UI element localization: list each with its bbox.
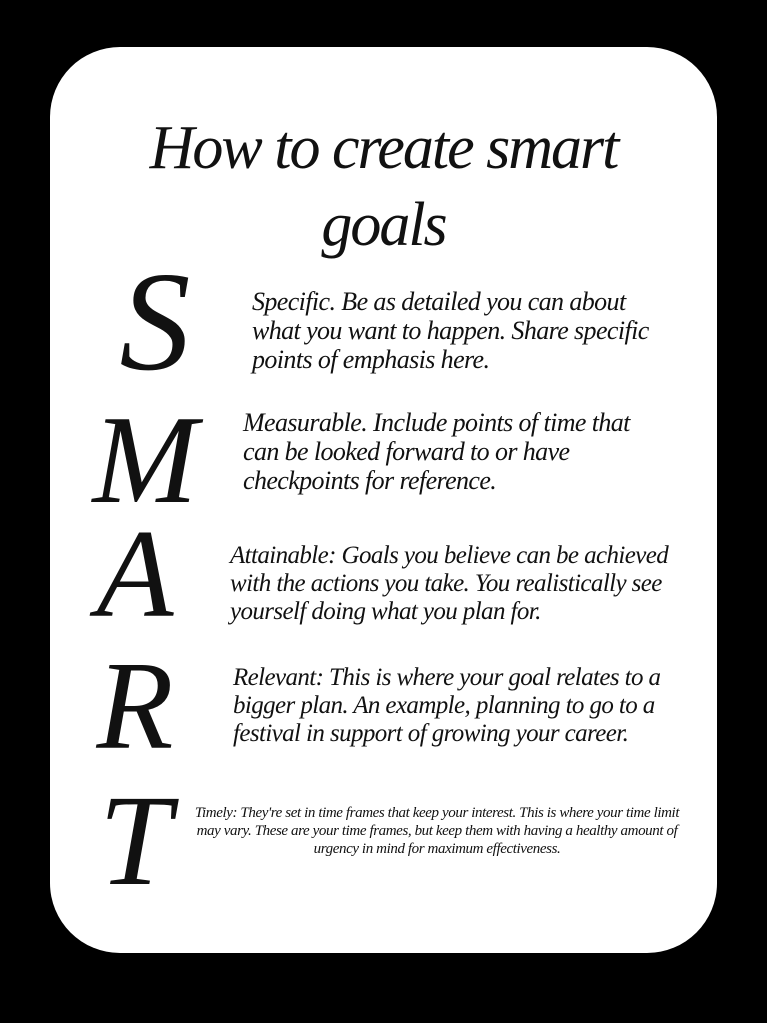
timely-description: Timely: They're set in time frames that keep your interest. This is where your time limit may vary. These are your time frames, but keep them with having a healthy amount of urgency in mind for maximum effectiveness.	[194, 805, 680, 857]
attainable-description: Attainable: Goals you believe can be achieved with the actions you take. You realistically see yourself doing what you plan for.	[230, 542, 669, 625]
smart-letter-t: T	[98, 769, 172, 913]
smart-letter-s: S	[119, 242, 191, 400]
smart-letter-a: A	[96, 505, 174, 644]
page-title-line-2: goals	[321, 191, 446, 259]
specific-description: Specific. Be as detailed you can about what you want to happen. Share specific points of emphasis here.	[252, 287, 649, 374]
smart-letter-r: R	[96, 637, 174, 776]
page-title-line-1: How to create smart	[149, 114, 618, 182]
measurable-description: Measurable. Include points of time that can be looked forward to or have checkpoints for reference.	[243, 408, 630, 495]
smart-letter-m: M	[92, 391, 198, 530]
relevant-description: Relevant: This is where your goal relates to a bigger plan. An example, planning to go to a festival in support of growing your career.	[233, 664, 661, 747]
